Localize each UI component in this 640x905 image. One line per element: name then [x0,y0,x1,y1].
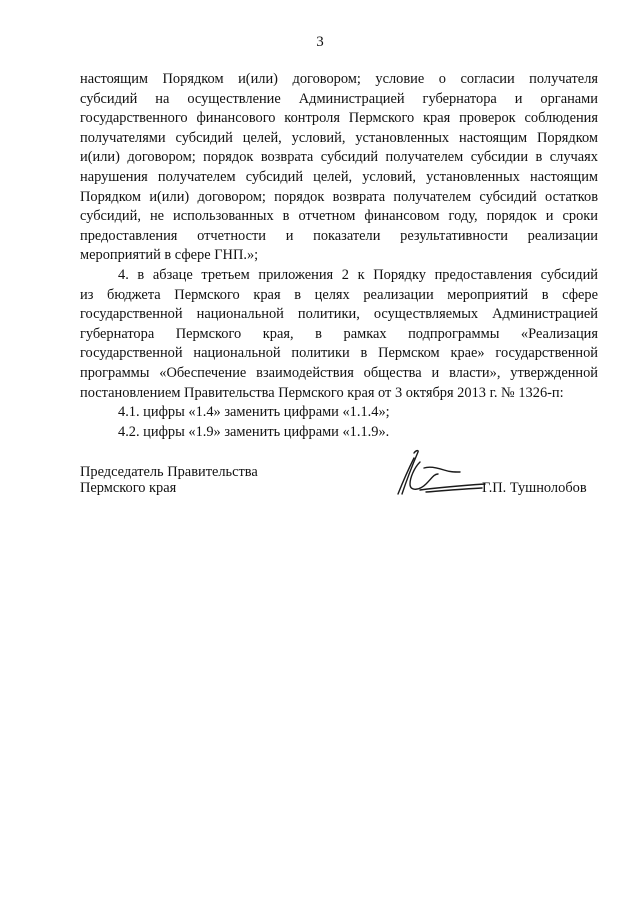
text-line: государственной национальной политики, осуществляемых Администрацией [80,306,598,323]
page-number: 3 [316,34,324,50]
text-line: государственного финансового контроля Пермского края проверок соблюдения [80,110,598,127]
text-line: 4.1. цифры «1.4» заменить цифрами «1.1.4»; [118,404,390,421]
text-line: настоящим Порядком и(или) договором; условие о согласии получателя [80,71,598,87]
text-line: 4.2. цифры «1.9» заменить цифрами «1.1.9». [118,423,390,440]
document-body [80,70,598,442]
text-line: программы «Обеспечение взаимодействия общества и власти», утвержденной [80,364,598,381]
signer-title-line: Пермского края [80,480,177,496]
text-line: предоставления отчетности и показатели результативности реализации [80,227,598,244]
signer-title [80,464,258,496]
signer-title-line: Председатель Правительства [80,464,258,480]
text-line: субсидий на осуществление Администрацией губернатора и органами [80,90,598,107]
text-line: и(или) договором; порядок возврата субсидий получателем субсидии в случаях [80,149,598,166]
text-line: губернатора Пермского края, в рамках подпрограммы «Реализация [80,325,598,342]
text-line: мероприятий в сфере ГНП.»; [80,247,259,264]
text-line: 4. в абзаце третьем приложения 2 к Порядку предоставления субсидий [118,266,598,283]
text-line: постановлением Правительства Пермского края от 3 октября 2013 г. № 1326-п: [80,384,564,401]
signature-block [80,464,600,524]
signer-name: Г.П. Тушнолобов [482,480,587,496]
text-line: нарушения получателем субсидий целей, условий, установленных настоящим [80,168,598,185]
text-line: государственной национальной политики в Пермском крае» государственной [80,345,598,362]
text-line: из бюджета Пермского края в целях реализации мероприятий в сфере [80,286,598,303]
text-line: получателями субсидий целей, условий, установленных настоящим Порядком [80,129,598,146]
text-line: Порядком и(или) договором; порядок возврата получателем субсидий остатков [80,188,598,205]
text-line: субсидий, не использованных в отчетном финансовом году, порядок и сроки [80,208,598,225]
